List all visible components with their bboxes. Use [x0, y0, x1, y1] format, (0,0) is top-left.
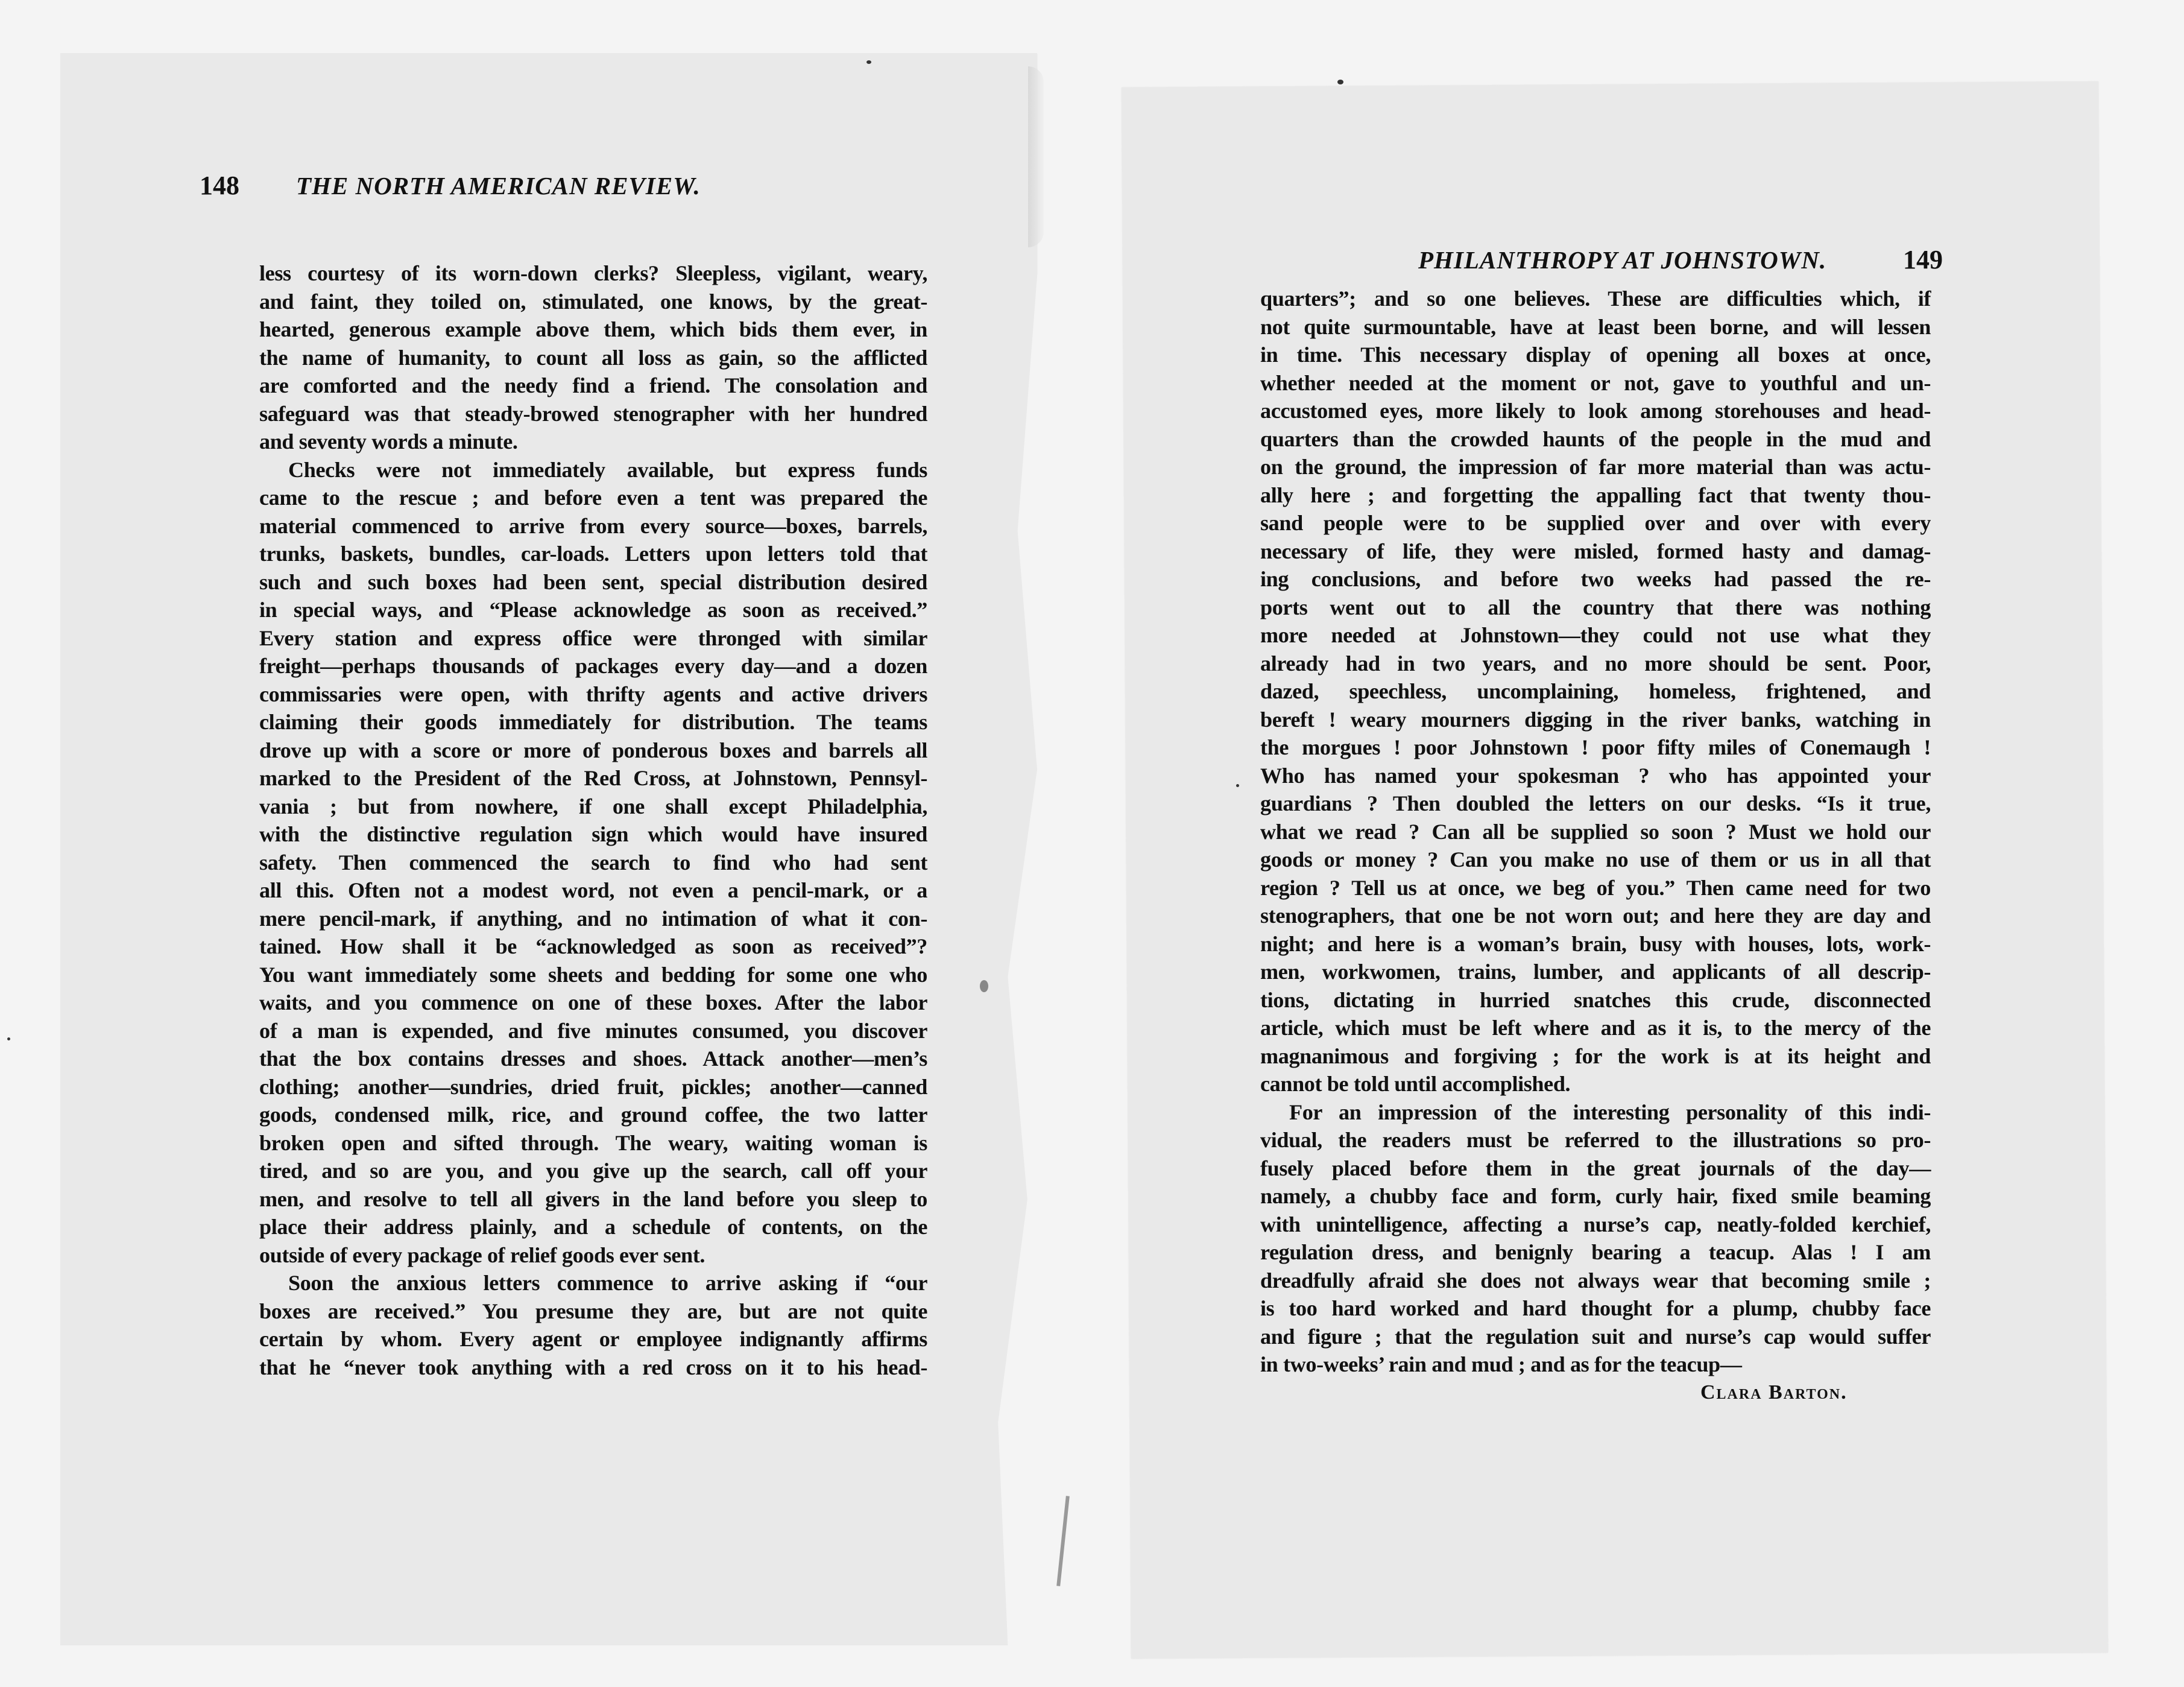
- text-line: outside of every package of relief goods ever sent.: [259, 1242, 705, 1267]
- text-line: namely, a chubby face and form, curly hair, fixed smile beaming: [1260, 1184, 1931, 1208]
- text-line: that the box contains dresses and shoes. Attack another—men’s: [259, 1046, 927, 1071]
- ink-speck: [1337, 80, 1343, 84]
- text-line: trunks, baskets, bundles, car-loads. Letters upon letters told that: [259, 542, 927, 566]
- ink-speck: [980, 980, 988, 992]
- text-line: vania ; but from nowhere, if one shall except Philadelphia,: [259, 794, 927, 818]
- text-line: is too hard worked and hard thought for a plump, chubby face: [1260, 1296, 1931, 1320]
- text-line: safety. Then commenced the search to find who had sent: [259, 850, 927, 875]
- text-line: sand people were to be supplied over and over with every: [1260, 511, 1931, 535]
- running-title: THE NORTH AMERICAN REVIEW.: [296, 172, 701, 200]
- text-line: waits, and you commence on one of these boxes. After the labor: [259, 990, 927, 1014]
- page-number: 148: [200, 171, 239, 200]
- text-line: the morgues ! poor Johnstown ! poor fifty miles of Conemaugh !: [1260, 735, 1931, 759]
- right-page-body: [1260, 285, 1931, 1379]
- right-page-header: [1418, 244, 1943, 275]
- text-line: certain by whom. Every agent or employee indignantly affirms: [259, 1327, 927, 1351]
- text-line: Every station and express office were thronged with similar: [259, 625, 927, 650]
- text-line: mere pencil-mark, if anything, and no intimation of what it con-: [259, 906, 927, 931]
- text-line: freight—perhaps thousands of packages every day—and a dozen: [259, 654, 927, 678]
- text-line: fusely placed before them in the great journals of the day—: [1260, 1156, 1931, 1180]
- text-line: goods, condensed milk, rice, and ground coffee, the two latter: [259, 1103, 927, 1127]
- text-line: magnanimous and forgiving ; for the work is at its height and: [1260, 1043, 1931, 1068]
- text-line: and seventy words a minute.: [259, 429, 518, 454]
- ink-speck: [1236, 784, 1239, 787]
- text-line: ally here ; and forgetting the appalling fact that twenty thou-: [1260, 483, 1931, 507]
- text-line: guardians ? Then doubled the letters on our desks. “Is it true,: [1260, 791, 1931, 815]
- text-line: commissaries were open, with thrifty agents and active drivers: [259, 682, 927, 706]
- text-line: article, which must be left where and as it is, to the mercy of the: [1260, 1016, 1931, 1040]
- text-line: in two-weeks’ rain and mud ; and as for the teacup—: [1260, 1352, 1742, 1376]
- text-line: You want immediately some sheets and bedding for some one who: [259, 962, 927, 987]
- text-line: accustomed eyes, more likely to look among storehouses and head-: [1260, 399, 1931, 423]
- text-line: dreadfully afraid she does not always wear that becoming smile ;: [1260, 1268, 1931, 1293]
- text-line: and figure ; that the regulation suit and nurse’s cap would suffer: [1260, 1324, 1931, 1349]
- text-line: such and such boxes had been sent, special distribution desired: [259, 569, 927, 594]
- ink-speck: [866, 60, 871, 64]
- text-line: drove up with a score or more of ponderous boxes and barrels all: [259, 738, 927, 762]
- text-line: material commenced to arrive from every source—boxes, barrels,: [259, 513, 927, 538]
- text-line: dazed, speechless, uncomplaining, homeless, frightened, and: [1260, 679, 1931, 703]
- left-page-header: [200, 170, 923, 201]
- text-line: bereft ! weary mourners digging in the river banks, watching in: [1260, 707, 1931, 732]
- text-line: men, workwomen, trains, lumber, and applicants of all descrip-: [1260, 960, 1931, 984]
- text-line: vidual, the readers must be referred to the illustrations so pro-: [1260, 1128, 1931, 1152]
- running-title: PHILANTHROPY AT JOHNSTOWN.: [1418, 246, 1827, 274]
- text-line: place their address plainly, and a schedule of contents, on the: [259, 1215, 927, 1239]
- text-line: claiming their goods immediately for distribution. The teams: [259, 710, 927, 734]
- text-line: came to the rescue ; and before even a tent was prepared the: [259, 486, 927, 510]
- text-line: the name of humanity, to count all loss as gain, so the afflicted: [259, 345, 927, 370]
- text-line: safeguard was that steady-browed stenographer with her hundred: [259, 401, 927, 426]
- page-number: 149: [1903, 245, 1943, 274]
- text-line: marked to the President of the Red Cross, at Johnstown, Pennsyl-: [259, 766, 927, 790]
- text-line: of a man is expended, and five minutes consumed, you discover: [259, 1018, 927, 1043]
- text-line: whether needed at the moment or not, gave to youthful and un-: [1260, 370, 1931, 395]
- text-line: tired, and so are you, and you give up the search, call off your: [259, 1159, 927, 1183]
- text-line: less courtesy of its worn-down clerks? Sleepless, vigilant, weary,: [259, 261, 927, 285]
- text-line: ports went out to all the country that there was nothing: [1260, 595, 1931, 619]
- text-line: goods or money ? Can you make no use of them or us in all that: [1260, 847, 1931, 872]
- text-line: that he “never took anything with a red cross on it to his head-: [259, 1355, 927, 1379]
- text-line: regulation dress, and benignly bearing a teacup. Alas ! I am: [1260, 1240, 1931, 1264]
- text-line: more needed at Johnstown—they could not use what they: [1260, 623, 1931, 647]
- text-line: hearted, generous example above them, which bids them ever, in: [259, 317, 927, 341]
- text-line: in time. This necessary display of opening all boxes at once,: [1260, 343, 1931, 367]
- text-line: necessary of life, they were misled, formed hasty and damag-: [1260, 539, 1931, 563]
- text-line: clothing; another—sundries, dried fruit, pickles; another—canned: [259, 1074, 927, 1099]
- text-line: cannot be told until accomplished.: [1260, 1072, 1571, 1096]
- text-line: region ? Tell us at once, we beg of you.” Then came need for two: [1260, 875, 1931, 900]
- ink-speck: [7, 1037, 10, 1040]
- text-line: ing conclusions, and before two weeks had passed the re-: [1260, 567, 1931, 591]
- text-line: For an impression of the interesting personality of this indi-: [1289, 1100, 1931, 1124]
- text-line: Who has named your spokesman ? who has appointed your: [1260, 763, 1931, 788]
- text-line: all this. Often not a modest word, not even a pencil-mark, or a: [259, 878, 927, 902]
- text-line: quarters than the crowded haunts of the people in the mud and: [1260, 426, 1931, 451]
- text-line: tained. How shall it be “acknowledged as soon as received”?: [259, 934, 927, 958]
- text-line: Soon the anxious letters commence to arrive asking if “our: [288, 1271, 927, 1295]
- text-line: men, and resolve to tell all givers in the land before you sleep to: [259, 1186, 927, 1211]
- text-line: with unintelligence, affecting a nurse’s cap, neatly-folded kerchief,: [1260, 1212, 1931, 1236]
- text-line: stenographers, that one be not worn out; and here they are day and: [1260, 904, 1931, 928]
- text-line: what we read ? Can all be supplied so soon ? Must we hold our: [1260, 819, 1931, 844]
- text-line: Checks were not immediately available, but express funds: [288, 457, 927, 482]
- text-line: broken open and sifted through. The weary, waiting woman is: [259, 1130, 927, 1155]
- text-line: night; and here is a woman’s brain, busy with houses, lots, work-: [1260, 931, 1931, 956]
- text-line: boxes are received.” You presume they are, but are not quite: [259, 1299, 927, 1323]
- text-line: in special ways, and “Please acknowledge as soon as received.”: [259, 598, 927, 622]
- author-signature: Clara Barton.: [1700, 1381, 1848, 1404]
- text-line: and faint, they toiled on, stimulated, one knows, by the great-: [259, 289, 927, 314]
- page-crease-mark: [1056, 1496, 1070, 1586]
- text-line: tions, dictating in hurried snatches this crude, disconnected: [1260, 987, 1931, 1012]
- text-line: already had in two years, and no more should be sent. Poor,: [1260, 651, 1931, 676]
- left-page-body: [259, 259, 927, 1381]
- text-line: with the distinctive regulation sign which would have insured: [259, 822, 927, 846]
- text-line: on the ground, the impression of far more material than was actu-: [1260, 455, 1931, 479]
- text-line: quarters”; and so one believes. These are difficulties which, if: [1260, 286, 1931, 311]
- text-line: are comforted and the needy find a friend. The consolation and: [259, 373, 927, 397]
- torn-edge-shadow: [1028, 66, 1044, 247]
- text-line: not quite surmountable, have at least been borne, and will lessen: [1260, 314, 1931, 339]
